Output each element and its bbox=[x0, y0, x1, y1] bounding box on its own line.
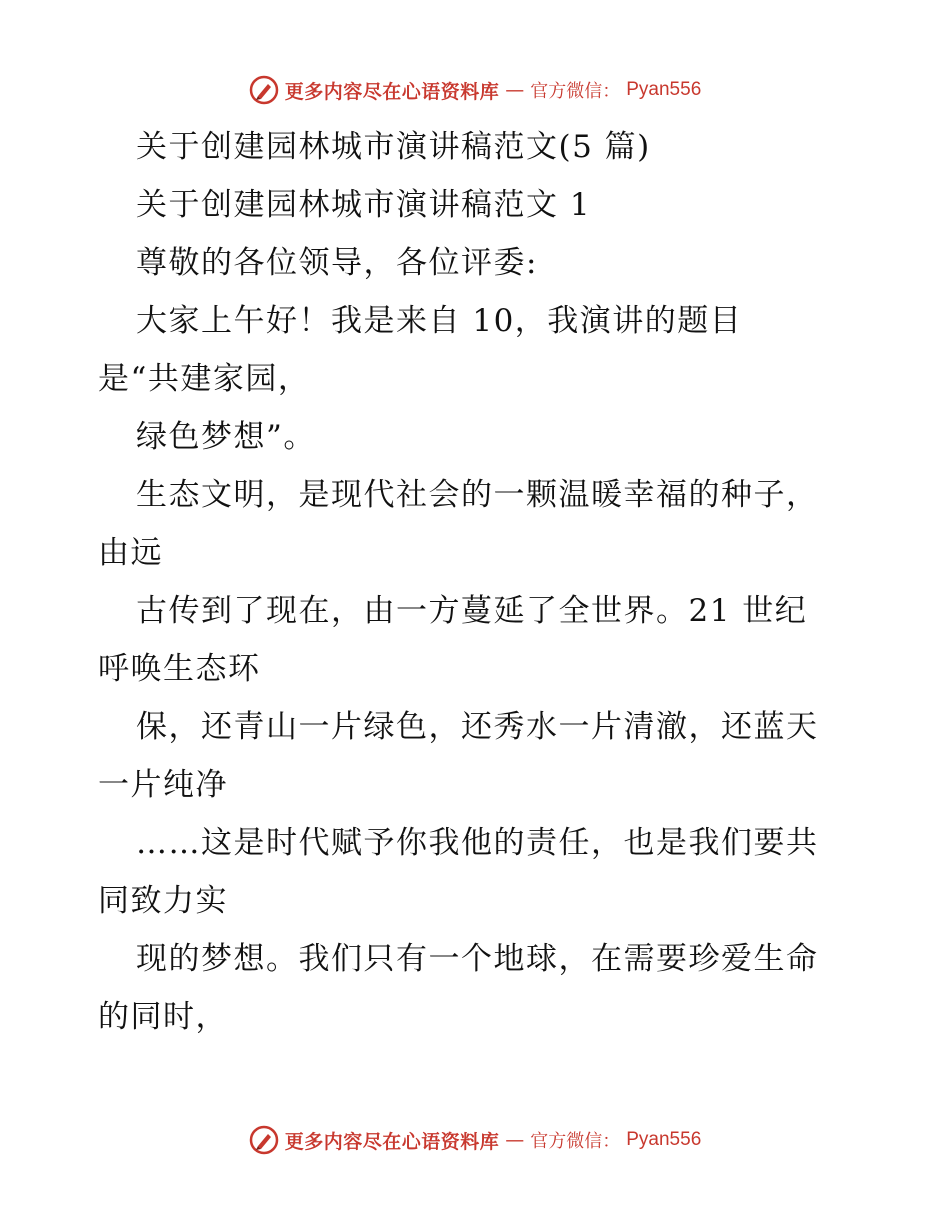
footer-banner bbox=[0, 1120, 950, 1160]
header-wechat-label: 官方微信： bbox=[530, 81, 621, 102]
text-line: 绿色梦想”。 bbox=[136, 419, 316, 455]
pen-logo-icon bbox=[249, 75, 279, 105]
footer-wechat-id: Pyan556 bbox=[626, 1129, 702, 1150]
text-line: 一片纯净 bbox=[98, 767, 228, 803]
text-line: 生态文明，是现代社会的一颗温暖幸福的种子， bbox=[136, 477, 819, 513]
text-line: 由远 bbox=[98, 535, 163, 571]
text-line: 关于创建园林城市演讲稿范文 1 bbox=[136, 187, 592, 223]
text-line: 关于创建园林城市演讲稿范文(5 篇) bbox=[136, 129, 651, 165]
footer-wechat-label: 官方微信： bbox=[530, 1131, 621, 1152]
text-line: 尊敬的各位领导，各位评委: bbox=[136, 245, 538, 281]
header-banner bbox=[0, 70, 950, 110]
text-line: 的同时， bbox=[98, 999, 228, 1035]
text-line: ……这是时代赋予你我他的责任，也是我们要共 bbox=[136, 825, 819, 861]
footer-dash: — bbox=[505, 1129, 525, 1151]
text-line: 呼唤生态环 bbox=[98, 651, 261, 687]
document-body bbox=[98, 118, 868, 1046]
text-line: 保，还青山一片绿色，还秀水一片清澈，还蓝天 bbox=[136, 709, 819, 745]
text-line: 古传到了现在，由一方蔓延了全世界。21 世纪 bbox=[136, 593, 808, 629]
footer-slogan: 更多内容尽在心语资料库 bbox=[284, 1130, 500, 1153]
header-wechat-id: Pyan556 bbox=[626, 79, 702, 100]
text-line: 现的梦想。我们只有一个地球，在需要珍爱生命 bbox=[136, 941, 819, 977]
text-line: 同致力实 bbox=[98, 883, 228, 919]
header-dash: — bbox=[505, 79, 525, 101]
header-slogan: 更多内容尽在心语资料库 bbox=[284, 80, 500, 103]
text-line: 是“共建家园， bbox=[98, 361, 311, 397]
text-line: 大家上午好！我是来自 10，我演讲的题目 bbox=[136, 303, 743, 339]
pen-logo-icon bbox=[249, 1125, 279, 1155]
